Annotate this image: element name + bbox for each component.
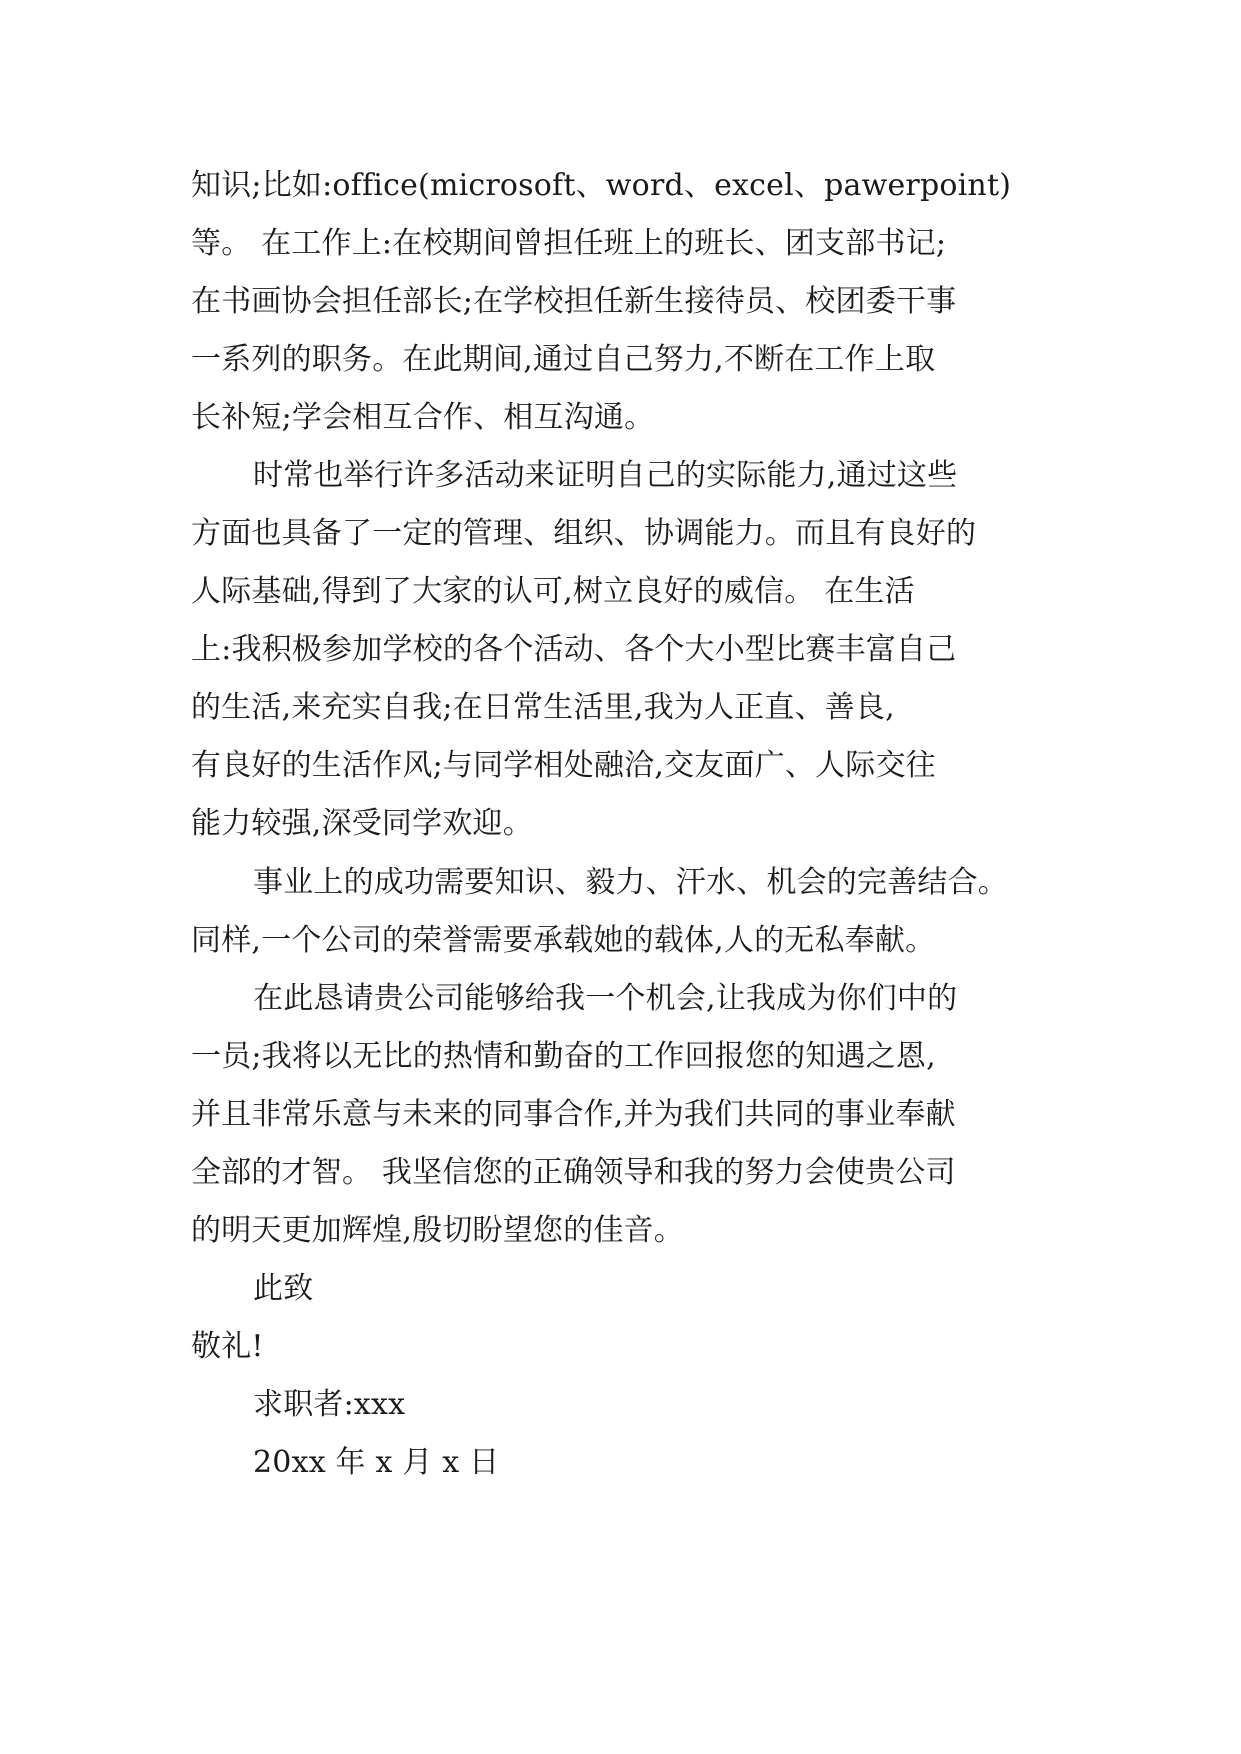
text-line: 方面也具备了一定的管理、组织、协调能力。而且有良好的 bbox=[191, 516, 977, 551]
text-line: 能力较强,深受同学欢迎。 bbox=[191, 806, 533, 841]
text-line: 一系列的职务。在此期间,通过自己努力,不断在工作上取 bbox=[191, 342, 936, 377]
text-line: 有良好的生活作风;与同学相处融洽,交友面广、人际交往 bbox=[191, 748, 936, 783]
text-line: 等。 在工作上:在校期间曾担任班上的班长、团支部书记; bbox=[191, 226, 947, 261]
text-line: 并且非常乐意与未来的同事合作,并为我们共同的事业奉献 bbox=[191, 1097, 956, 1132]
signature-applicant: 求职者:xxx bbox=[253, 1387, 406, 1422]
signature-date: 20xx 年 x 月 x 日 bbox=[253, 1445, 500, 1480]
text-line: 一员;我将以无比的热情和勤奋的工作回报您的知遇之恩, bbox=[191, 1039, 936, 1074]
text-line: 的生活,来充实自我;在日常生活里,我为人正直、善良, bbox=[191, 690, 895, 725]
text-line: 同样,一个公司的荣誉需要承载她的载体,人的无私奉献。 bbox=[191, 923, 936, 958]
text-line: 知识;比如:office(microsoft、word、excel、pawerpoint) bbox=[191, 168, 1012, 203]
text-line: 在此恳请贵公司能够给我一个机会,让我成为你们中的 bbox=[253, 981, 958, 1016]
text-line: 事业上的成功需要知识、毅力、汗水、机会的完善结合。 bbox=[253, 865, 1008, 900]
text-line: 的明天更加辉煌,殷切盼望您的佳音。 bbox=[191, 1213, 684, 1248]
text-line: 在书画协会担任部长;在学校担任新生接待员、校团委干事 bbox=[191, 284, 957, 319]
text-line: 上:我积极参加学校的各个活动、各个大小型比赛丰富自己 bbox=[191, 632, 957, 667]
closing-salutation: 此致 bbox=[253, 1271, 314, 1306]
text-line: 人际基础,得到了大家的认可,树立良好的威信。 在生活 bbox=[191, 574, 915, 609]
text-line: 长补短;学会相互合作、相互沟通。 bbox=[191, 400, 655, 435]
text-line: 全部的才智。 我坚信您的正确领导和我的努力会使贵公司 bbox=[191, 1155, 956, 1190]
closing-regards: 敬礼! bbox=[191, 1329, 264, 1364]
text-line: 时常也举行许多活动来证明自己的实际能力,通过这些 bbox=[253, 458, 958, 493]
